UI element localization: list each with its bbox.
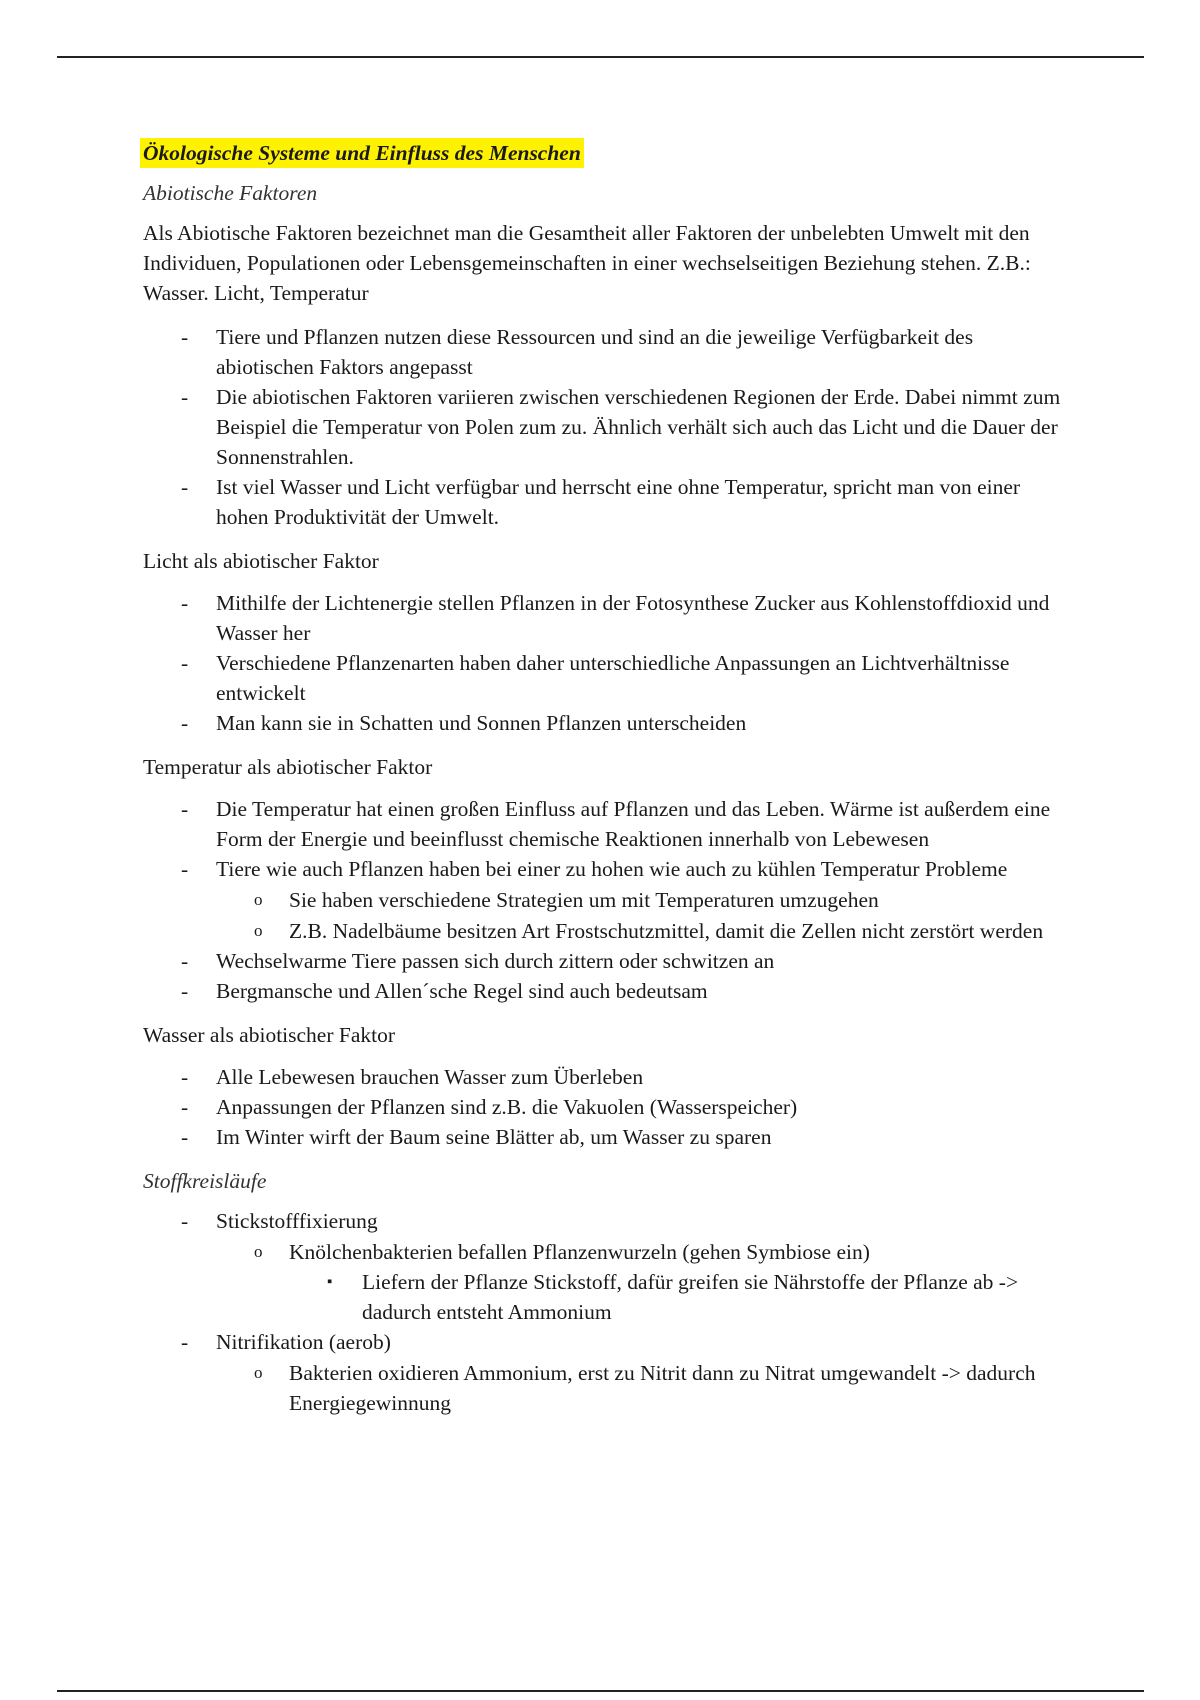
top-rule [57, 56, 1144, 58]
list-item: - Bergmansche und Allen´sche Regel sind auch bedeutsam [181, 979, 708, 1003]
temperature-list [143, 794, 1063, 1006]
heading-water: Wasser als abiotischer Faktor [143, 1023, 396, 1047]
list-item: - Nitrifikation (aerob) o Bakterien oxidieren Ammonium, erst zu Nitrit dann zu Nitrat umgewandelt -> dadurch Energiegewinnung [143, 1327, 1063, 1418]
list-item: - Ist viel Wasser und Licht verfügbar und herrscht eine ohne Temperatur, spricht man von einer hohen Produktivität der Umwelt. [181, 475, 1021, 529]
heading-temperature: Temperatur als abiotischer Faktor [143, 755, 433, 779]
list-item: - Anpassungen der Pflanzen sind z.B. die Vakuolen (Wasserspeicher) [181, 1095, 798, 1119]
heading-cycles: Stoffkreisläufe [143, 1169, 267, 1193]
sub-list-item: o Knölchenbakterien befallen Pflanzenwurzeln (gehen Symbiose ein) ▪ Liefern der Pflanze Stickstoff, dafür greifen sie Nährstoffe der Pflanze ab -> dadurch entsteht Ammonium [216, 1237, 1063, 1327]
sub-sub-list-item: ▪ Liefern der Pflanze Stickstoff, dafür greifen sie Nährstoffe der Pflanze ab -> dadurch entsteht Ammonium [327, 1270, 1019, 1324]
temperature-sub-list [216, 885, 1063, 946]
heading-light: Licht als abiotischer Faktor [143, 549, 379, 573]
list-item: - Mithilfe der Lichtenergie stellen Pflanzen in der Fotosynthese Zucker aus Kohlenstoffdioxid und Wasser her [181, 591, 1050, 645]
heading-abiotic: Abiotische Faktoren [143, 181, 318, 205]
document-title: Ökologische Systeme und Einfluss des Menschen [140, 138, 584, 168]
abiotic-list [143, 322, 1063, 532]
cycles-list [143, 1206, 1063, 1418]
water-list [143, 1062, 1063, 1152]
abiotic-intro: Als Abiotische Faktoren bezeichnet man die Gesamtheit aller Faktoren der unbelebten Umwelt mit den Individuen, Populationen oder Lebensgemeinschaften in einer wechselseitigen Beziehung stehen. Z.B.: Wasser. Licht, Temperatur [143, 221, 1031, 305]
list-item: - Die abiotischen Faktoren variieren zwischen verschiedenen Regionen der Erde. Dabei nimmt zum Beispiel die Temperatur von Polen zum zu. Ähnlich verhält sich auch das Licht und die Dauer der Sonnenstrahlen. [181, 385, 1061, 469]
nitrification-sub-list [216, 1358, 1063, 1418]
list-item: - Im Winter wirft der Baum seine Blätter ab, um Wasser zu sparen [181, 1125, 772, 1149]
list-item: - Verschiedene Pflanzenarten haben daher unterschiedliche Anpassungen an Lichtverhältnisse entwickelt [181, 651, 1010, 705]
list-item: - Die Temperatur hat einen großen Einfluss auf Pflanzen und das Leben. Wärme ist außerdem eine Form der Energie und beeinflusst chemische Reaktionen innerhalb von Lebewesen [181, 797, 1051, 851]
document-body [143, 138, 1063, 1432]
list-item: - Alle Lebewesen brauchen Wasser zum Überleben [181, 1065, 644, 1089]
sub-list-item: o Z.B. Nadelbäume besitzen Art Frostschutzmittel, damit die Zellen nicht zerstört werden [254, 919, 1044, 943]
fixation-sub-list [216, 1237, 1063, 1327]
list-item: - Tiere und Pflanzen nutzen diese Ressourcen und sind an die jeweilige Verfügbarkeit des abiotischen Faktors angepasst [181, 325, 974, 379]
fixation-subsub-list [289, 1267, 1063, 1327]
sub-list-item: o Sie haben verschiedene Strategien um mit Temperaturen umzugehen [254, 888, 879, 912]
bottom-rule [57, 1690, 1144, 1692]
list-item: - Stickstofffixierung o Knölchenbakterien befallen Pflanzenwurzeln (gehen Symbiose ein) ▪ Liefern der Pflanze Stickstoff, dafür greifen sie Nährstoffe der Pflanze ab -> dadurch entsteht Ammonium [143, 1206, 1063, 1327]
list-item: - Wechselwarme Tiere passen sich durch zittern oder schwitzen an [181, 949, 775, 973]
light-list [143, 588, 1063, 738]
list-item: - Man kann sie in Schatten und Sonnen Pflanzen unterscheiden [181, 711, 747, 735]
list-item: - Tiere wie auch Pflanzen haben bei einer zu hohen wie auch zu kühlen Temperatur Probleme o Sie haben verschiedene Strategien um mit Temperaturen umzugehen o Z.B. Nadelbäume besitzen Art Frostschutzmittel, damit die Zellen nicht zerstört werden [143, 854, 1063, 946]
sub-list-item: o Bakterien oxidieren Ammonium, erst zu Nitrit dann zu Nitrat umgewandelt -> dadurch Energiegewinnung [254, 1361, 1036, 1415]
